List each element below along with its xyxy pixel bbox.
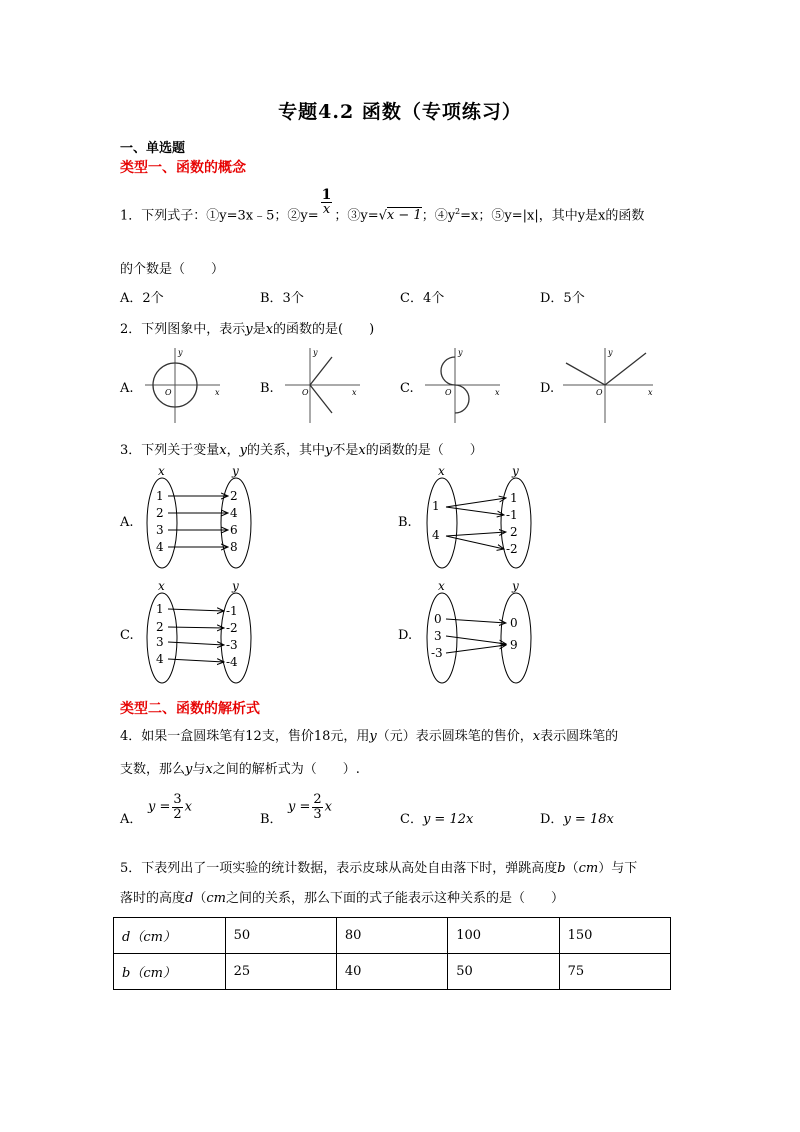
q4-var-x2: x — [205, 762, 213, 777]
q4-text-e: 与 — [192, 762, 206, 777]
q2-label-a: A. — [120, 381, 134, 396]
q5-text-b: （ — [565, 861, 579, 876]
right-value: 6 — [230, 523, 238, 537]
q4-text-a: 4．如果一盒圆珠笔有12支，售价18元，用 — [120, 729, 370, 744]
q4-c-expr: y = 12x — [422, 812, 474, 827]
q4-b-num: 2 — [313, 792, 322, 807]
q1-sqrt-body: x − 1 — [386, 208, 422, 224]
right-value: 2 — [230, 489, 238, 503]
q1-frac-den: x — [322, 202, 331, 218]
v-curve — [566, 353, 646, 385]
axis-x-label: x — [495, 388, 500, 397]
q4-option-b-expr — [288, 793, 332, 822]
q4-a-fraction — [172, 793, 182, 822]
q5-unit: cm — [578, 861, 599, 876]
q2-graph-d — [558, 345, 658, 425]
q3-label-a: A. — [120, 515, 134, 530]
head-y: y — [512, 464, 519, 478]
axis-x-label: x — [215, 388, 220, 397]
origin-label: O — [445, 388, 452, 397]
left-value: 1 — [432, 499, 440, 513]
axis-y-label: y — [178, 348, 183, 357]
q1-option-d: D．5个 — [540, 291, 585, 306]
q4-var-x: x — [532, 729, 541, 744]
question-4-line1 — [120, 729, 618, 745]
left-value: 4 — [156, 652, 164, 666]
right-value: 8 — [230, 540, 238, 554]
left-value: 4 — [432, 528, 440, 542]
q1-option-c: C．4个 — [400, 291, 445, 306]
question-4-line2 — [120, 762, 360, 778]
q1-text-c: ；④y — [421, 208, 456, 224]
q4-option-b — [260, 812, 283, 828]
q5-text-e: （ — [193, 891, 207, 906]
head-y: y — [232, 579, 239, 593]
q1-sup: 2 — [455, 207, 461, 216]
q4-var-y2: y — [185, 762, 193, 777]
left-value: 0 — [434, 612, 442, 626]
q1-option-b: B．3个 — [260, 291, 304, 306]
q4-b-fraction — [312, 793, 322, 822]
mapping-arrow — [168, 609, 224, 611]
q3-label-d: D. — [398, 628, 413, 643]
q4-a-post: x — [184, 799, 192, 815]
q4-var-y: y — [369, 729, 377, 744]
table-row-head: d（cm） — [114, 918, 226, 954]
q1-text-d: =x；⑤y=|x|，其中y是x的函数 — [460, 208, 645, 224]
q4-option-d — [540, 812, 614, 828]
table-cell: 150 — [559, 918, 670, 954]
type-heading-2: 类型二、函数的解析式 — [120, 701, 260, 717]
question-5-line1 — [120, 861, 637, 877]
q2-label-b: B. — [260, 381, 274, 396]
q4-option-c — [400, 812, 473, 828]
table-row — [114, 954, 671, 990]
left-value: 2 — [156, 506, 164, 520]
q4-a-num: 3 — [173, 792, 182, 807]
q4-option-d-label: D． — [540, 812, 564, 827]
right-value: -2 — [226, 621, 238, 635]
head-y: y — [512, 579, 519, 593]
q5-text-f: 之间的关系，那么下面的式子能表示这种关系的是（ ） — [225, 891, 564, 906]
q2-text-mid: 是 — [252, 322, 266, 337]
left-value: 1 — [156, 602, 164, 616]
right-value: -3 — [226, 638, 238, 652]
q5-var-b: b — [557, 861, 566, 876]
q3-text-b: 的关系，其中 — [247, 443, 326, 458]
question-1-stem — [120, 187, 645, 224]
table-cell: 50 — [448, 954, 559, 990]
q5-text-a: 5．下表列出了一项实验的统计数据，表示皮球从高处自由落下时，弹跳高度 — [120, 861, 558, 876]
page-title: 专题4.2 函数（专项练习） — [278, 101, 522, 123]
origin-label: O — [165, 388, 172, 397]
q3-mapping-d — [420, 578, 560, 690]
sqrt-symbol: √ — [378, 208, 387, 224]
right-value: -1 — [506, 508, 518, 522]
question-5-line2 — [120, 891, 564, 907]
mapping-arrow — [446, 507, 504, 515]
q4-b-pre: y = — [288, 799, 311, 815]
left-ellipse — [427, 593, 457, 683]
question-1-stem-line2: 的个数是（ ） — [120, 262, 225, 277]
q4-text-f: 之间的解析式为（ ）. — [212, 762, 360, 777]
q1-text-b: ；③y= — [334, 208, 379, 224]
left-ellipse — [427, 478, 457, 568]
q5-text-c: ）与下 — [598, 861, 638, 876]
q2-graph-a — [140, 345, 225, 425]
head-x: x — [158, 579, 165, 593]
origin-label: O — [302, 388, 309, 397]
q3-var-x2: x — [358, 443, 366, 458]
question-3-stem — [120, 443, 483, 459]
section-heading: 一、单选题 — [120, 141, 186, 156]
q4-option-a — [120, 812, 142, 828]
table-row — [114, 918, 671, 954]
axis-y-label: y — [458, 348, 463, 357]
mapping-arrow — [446, 619, 506, 623]
q4-option-c-label: C． — [400, 812, 423, 827]
q4-a-pre: y = — [148, 799, 171, 815]
head-x: x — [438, 464, 445, 478]
right-value: 9 — [510, 638, 518, 652]
type-heading-1: 类型一、函数的概念 — [120, 160, 246, 176]
q3-mapping-a — [140, 463, 280, 575]
table-cell: 40 — [336, 954, 447, 990]
q3-var-y2: y — [325, 443, 333, 458]
left-value: 4 — [156, 540, 164, 554]
q3-text-c: 不是 — [332, 443, 359, 458]
q3-mapping-c — [140, 578, 280, 690]
q4-a-den: 2 — [173, 807, 182, 822]
right-value: 0 — [510, 616, 518, 630]
mapping-arrow — [446, 645, 506, 653]
q3-sep: ， — [226, 443, 240, 458]
question-2-stem — [120, 322, 374, 338]
right-value: -4 — [226, 655, 238, 669]
q1-fraction — [321, 188, 333, 217]
q3-text-d: 的函数的是（ ） — [365, 443, 483, 458]
axis-x-label: x — [648, 388, 653, 397]
right-value: 1 — [510, 491, 518, 505]
mapping-arrow — [446, 532, 506, 536]
head-x: x — [438, 579, 445, 593]
q4-option-a-expr — [148, 793, 192, 822]
axis-y-label: y — [313, 348, 318, 357]
table-cell: 25 — [225, 954, 336, 990]
q5-var-d: d — [185, 891, 194, 906]
q3-var-x: x — [219, 443, 227, 458]
q2-graph-c — [420, 345, 505, 425]
mapping-arrow — [446, 636, 506, 644]
axis-x-label: x — [352, 388, 357, 397]
right-value: -2 — [506, 542, 518, 556]
axis-y-label: y — [608, 348, 613, 357]
q5-text-d: 落时的高度 — [120, 891, 186, 906]
q3-text-a: 3．下列关于变量 — [120, 443, 220, 458]
q4-option-b-label: B． — [260, 812, 283, 827]
q1-text-a: 1．下列式子：①y=3x﹣5；②y= — [120, 208, 319, 224]
q3-label-b: B. — [398, 515, 412, 530]
table-row-head: b（cm） — [114, 954, 226, 990]
q2-label-c: C. — [400, 381, 414, 396]
q2-var-y: y — [245, 322, 253, 337]
right-value: 2 — [510, 525, 518, 539]
q1-frac-num: 1 — [321, 187, 332, 204]
right-value: -1 — [226, 604, 238, 618]
q2-var-x: x — [265, 322, 273, 337]
q2-graph-b — [280, 345, 365, 425]
q4-option-a-label: A． — [120, 812, 143, 827]
left-value: 3 — [434, 629, 442, 643]
q5-unit2: cm — [206, 891, 226, 906]
table-cell: 80 — [336, 918, 447, 954]
table-cell: 100 — [448, 918, 559, 954]
q4-text-d: 支数，那么 — [120, 762, 186, 777]
q3-label-c: C. — [120, 628, 134, 643]
table-cell: 75 — [559, 954, 670, 990]
head-y: y — [232, 464, 239, 478]
q5-data-table — [113, 917, 671, 990]
q2-text-b: 的函数的是( ) — [273, 322, 375, 337]
q4-text-b: （元）表示圆珠笔的售价， — [376, 729, 533, 744]
q2-label-d: D. — [540, 381, 555, 396]
q4-d-expr: y = 18x — [563, 812, 614, 827]
head-x: x — [158, 464, 165, 478]
q4-text-c: 表示圆珠笔的 — [540, 729, 619, 744]
q1-option-a: A．2个 — [120, 291, 164, 306]
q2-text-a: 2．下列图象中，表示 — [120, 322, 246, 337]
left-value: 3 — [156, 523, 164, 537]
left-value: 3 — [156, 635, 164, 649]
q4-b-den: 3 — [313, 807, 322, 822]
q3-var-y: y — [239, 443, 247, 458]
origin-label: O — [596, 388, 603, 397]
left-value: -3 — [431, 646, 443, 660]
mapping-arrow — [168, 659, 224, 662]
left-value: 1 — [156, 489, 164, 503]
right-value: 4 — [230, 506, 238, 520]
left-value: 2 — [156, 620, 164, 634]
table-cell: 50 — [225, 918, 336, 954]
q4-b-post: x — [324, 799, 332, 815]
q3-mapping-b — [420, 463, 560, 575]
